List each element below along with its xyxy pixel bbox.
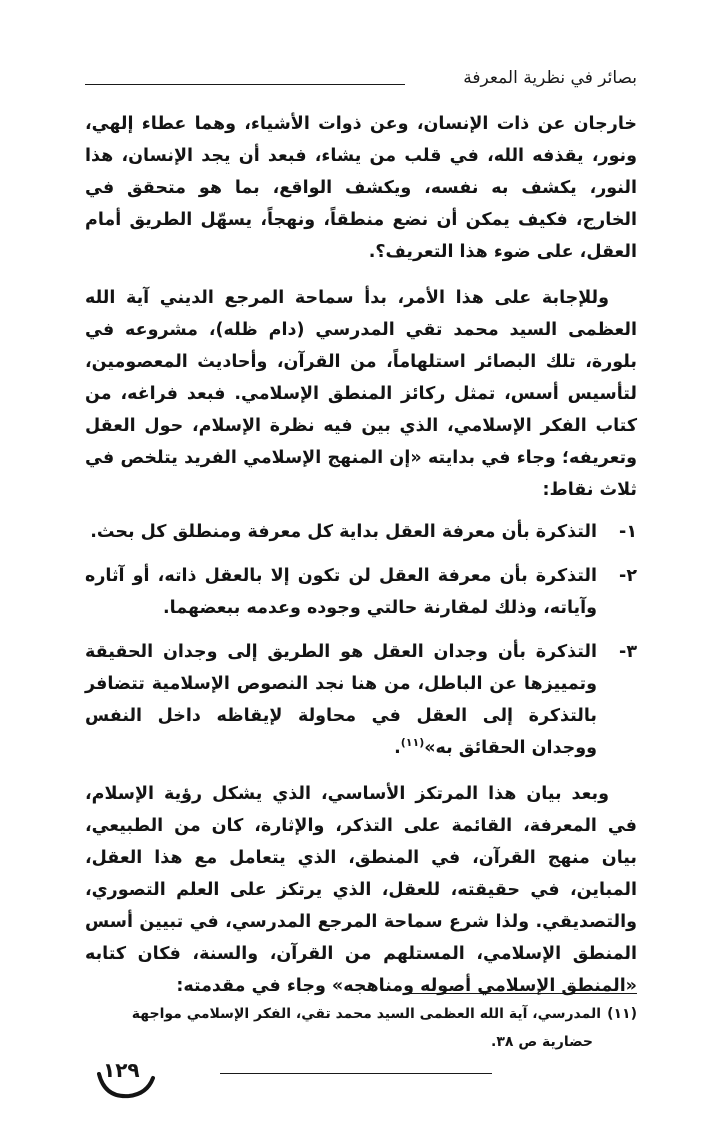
page-number: ١٢٩ <box>103 1058 140 1082</box>
list-item-number: ١- <box>619 522 637 542</box>
paragraph-2: وللإجابة على هذا الأمر، بدأ سماحة المرجع الديني آية الله العظمى السيد محمد تقي المدرسي (دام ظله)، مشروعه في بلورة، تلك البصائر استلهاماً، من القرآن، وأحاديث المعصومين، لتأسيس أسس، تمثل ركائز المنطق الإسلامي. فبعد فراغه، من كتاب الفكر الإسلامي، الذي بين فيه نظرة الإسلام، حول العقل وتعريفه؛ وجاء في بدايته «إن المنهج الإسلامي الفريد يتلخص في ثلاث نقاط: <box>85 288 637 500</box>
list-item-text: التذكرة بأن معرفة العقل لن تكون إلا بالعقل ذاته، أو آثاره وآياته، وذلك لمقارنة حالتي وجوده وعدمه ببعضهما. <box>85 566 597 618</box>
numbered-list <box>85 516 637 764</box>
footnote-line-2: حضارية ص ٣٨. <box>491 1034 593 1050</box>
running-title: بصائر في نظرية المعرفة <box>463 68 637 88</box>
list-item <box>85 516 637 548</box>
running-header <box>85 66 637 94</box>
footnote-rule <box>405 993 637 994</box>
header-rule <box>85 84 405 85</box>
bottom-rule <box>220 1073 492 1074</box>
footnote-reference: (١١) <box>400 736 425 750</box>
list-item-number: ٢- <box>619 566 637 586</box>
list-item-text: التذكرة بأن معرفة العقل بداية كل معرفة ومنطلق كل بحث. <box>90 522 597 542</box>
list-item <box>85 636 637 764</box>
footnote-number: (١١) <box>607 1006 637 1022</box>
list-item-text: التذكرة بأن وجدان العقل هو الطريق إلى وجدان الحقيقة وتمييزها عن الباطل، من هنا نجد النصوص الإسلامية تتضافر بالتذكرة إلى العقل في محاولة لإيقاظه داخل النفس ووجدان الحقائق به» <box>85 642 597 758</box>
page-number-badge <box>95 1058 165 1100</box>
main-text <box>85 108 637 1002</box>
list-item <box>85 560 637 624</box>
list-item-number: ٣- <box>619 642 637 662</box>
footnote <box>85 1000 637 1056</box>
paragraph-1: خارجان عن ذات الإنسان، وعن ذوات الأشياء، وهما عطاء إلهي، ونور، يقذفه الله، في قلب من يشاء، فبعد أن يجد الإنسان، هذا النور، يكشف به نفسه، ويكشف الواقع، بما هو متحقق في الخارج، فكيف يمكن أن نضع منطقاً، ونهجاً، يسهّل الطريق أمام العقل، على ضوء هذا التعريف؟. <box>85 114 637 262</box>
footnote-line-1: المدرسي، آية الله العظمى السيد محمد تقي، الفكر الإسلامي مواجهة <box>131 1006 602 1022</box>
list-item-tail: . <box>394 738 401 758</box>
paragraph-3: وبعد بيان هذا المرتكز الأساسي، الذي يشكل رؤية الإسلام، في المعرفة، القائمة على التذكر، والإثارة، كان من الطبيعي، بيان منهج القرآن، في المنطق، الذي يتعامل مع هذا العقل، المباين، في حقيقته، للعقل، الذي يرتكز على العلم التصوري، والتصديقي. ولذا شرع سماحة المرجع المدرسي، في تبيين أسس المنطق الإسلامي، المستلهم من القرآن، والسنة، فكان كتابه «المنطق الإسلامي أصوله ومناهجه» وجاء في مقدمته: <box>85 784 637 996</box>
